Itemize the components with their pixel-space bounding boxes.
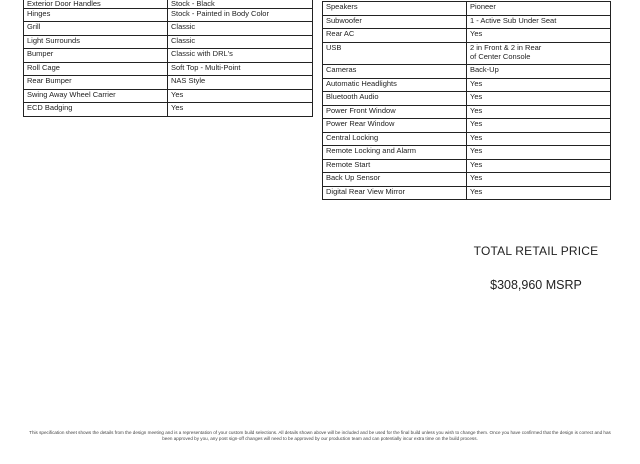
- value-cell: 1 - Active Sub Under Seat: [467, 15, 611, 29]
- feature-cell: Roll Cage: [24, 62, 168, 76]
- value-cell: Yes: [168, 103, 313, 117]
- feature-cell: Back Up Sensor: [323, 173, 467, 187]
- table-row: [24, 0, 313, 8]
- feature-cell: Automatic Headlights: [323, 78, 467, 92]
- feature-cell: Digital Rear View Mirror: [323, 186, 467, 200]
- table-row: [323, 29, 611, 43]
- table-row: [323, 159, 611, 173]
- table-row: [24, 62, 313, 76]
- feature-cell: Remote Locking and Alarm: [323, 146, 467, 160]
- table-row: [323, 119, 611, 133]
- table-row: [323, 186, 611, 200]
- table-row: [323, 15, 611, 29]
- value-cell: Classic with DRL's: [168, 49, 313, 63]
- feature-cell: Central Locking: [323, 132, 467, 146]
- value-cell: Yes: [467, 92, 611, 106]
- value-cell: Yes: [467, 186, 611, 200]
- table-row: [24, 103, 313, 117]
- value-cell: Classic: [168, 35, 313, 49]
- feature-cell: Hinges: [24, 8, 168, 22]
- table-row: [323, 2, 611, 16]
- table-row: [323, 146, 611, 160]
- feature-cell: ECD Badging: [24, 103, 168, 117]
- feature-cell: Subwoofer: [323, 15, 467, 29]
- feature-cell: Remote Start: [323, 159, 467, 173]
- feature-cell: Cameras: [323, 65, 467, 79]
- value-cell: Yes: [467, 119, 611, 133]
- value-cell: Back-Up: [467, 65, 611, 79]
- interior-spec-table: [322, 1, 611, 200]
- value-cell: Yes: [168, 89, 313, 103]
- value-cell: Yes: [467, 29, 611, 43]
- value-line-2: of Center Console: [470, 51, 531, 61]
- feature-cell: Exterior Door Handles: [24, 0, 168, 8]
- value-cell: NAS Style: [168, 76, 313, 90]
- feature-cell: Swing Away Wheel Carrier: [24, 89, 168, 103]
- total-retail-price-value: $308,960 MSRP: [490, 278, 582, 292]
- feature-cell: Rear Bumper: [24, 76, 168, 90]
- table-row: [323, 132, 611, 146]
- feature-cell: USB: [323, 42, 467, 65]
- table-row: [323, 173, 611, 187]
- value-cell: Pioneer: [467, 2, 611, 16]
- disclaimer-text: This specification sheet shows the details from the design meeting and is a representation of your custom build selections. All details shown above will be included and be used for the final build unless you wish to change them. Once you have confirmed that the design is correct and has been approved by you, any post sign-off changes will need to be approved by our production team and can potentially incur extra time on the build process.: [29, 430, 611, 441]
- value-cell: Stock - Painted in Body Color: [168, 8, 313, 22]
- feature-cell: Speakers: [323, 2, 467, 16]
- exterior-spec-table: [23, 0, 313, 117]
- table-row: [323, 92, 611, 106]
- value-cell: Yes: [467, 146, 611, 160]
- value-cell: Soft Top - Multi-Point: [168, 62, 313, 76]
- value-cell: Yes: [467, 105, 611, 119]
- table-row: [323, 105, 611, 119]
- value-cell: Stock - Black: [168, 0, 313, 8]
- feature-cell: Bumper: [24, 49, 168, 63]
- table-row: [323, 78, 611, 92]
- value-cell: Classic: [168, 22, 313, 36]
- feature-cell: Light Surrounds: [24, 35, 168, 49]
- feature-cell: Bluetooth Audio: [323, 92, 467, 106]
- table-row: [24, 89, 313, 103]
- feature-cell: Power Front Window: [323, 105, 467, 119]
- value-line-1: 2 in Front & 2 in Rear: [470, 42, 542, 52]
- table-row: [24, 49, 313, 63]
- table-row: [24, 35, 313, 49]
- feature-cell: Rear AC: [323, 29, 467, 43]
- value-cell: Yes: [467, 132, 611, 146]
- table-row: [24, 22, 313, 36]
- value-cell: Yes: [467, 159, 611, 173]
- feature-cell: Power Rear Window: [323, 119, 467, 133]
- table-row: [323, 65, 611, 79]
- total-retail-price-label: TOTAL RETAIL PRICE: [473, 244, 599, 258]
- table-row: [24, 8, 313, 22]
- feature-cell: Grill: [24, 22, 168, 36]
- table-row: [323, 42, 611, 65]
- table-row: [24, 76, 313, 90]
- value-cell: Yes: [467, 173, 611, 187]
- value-cell: [467, 42, 611, 65]
- value-cell: Yes: [467, 78, 611, 92]
